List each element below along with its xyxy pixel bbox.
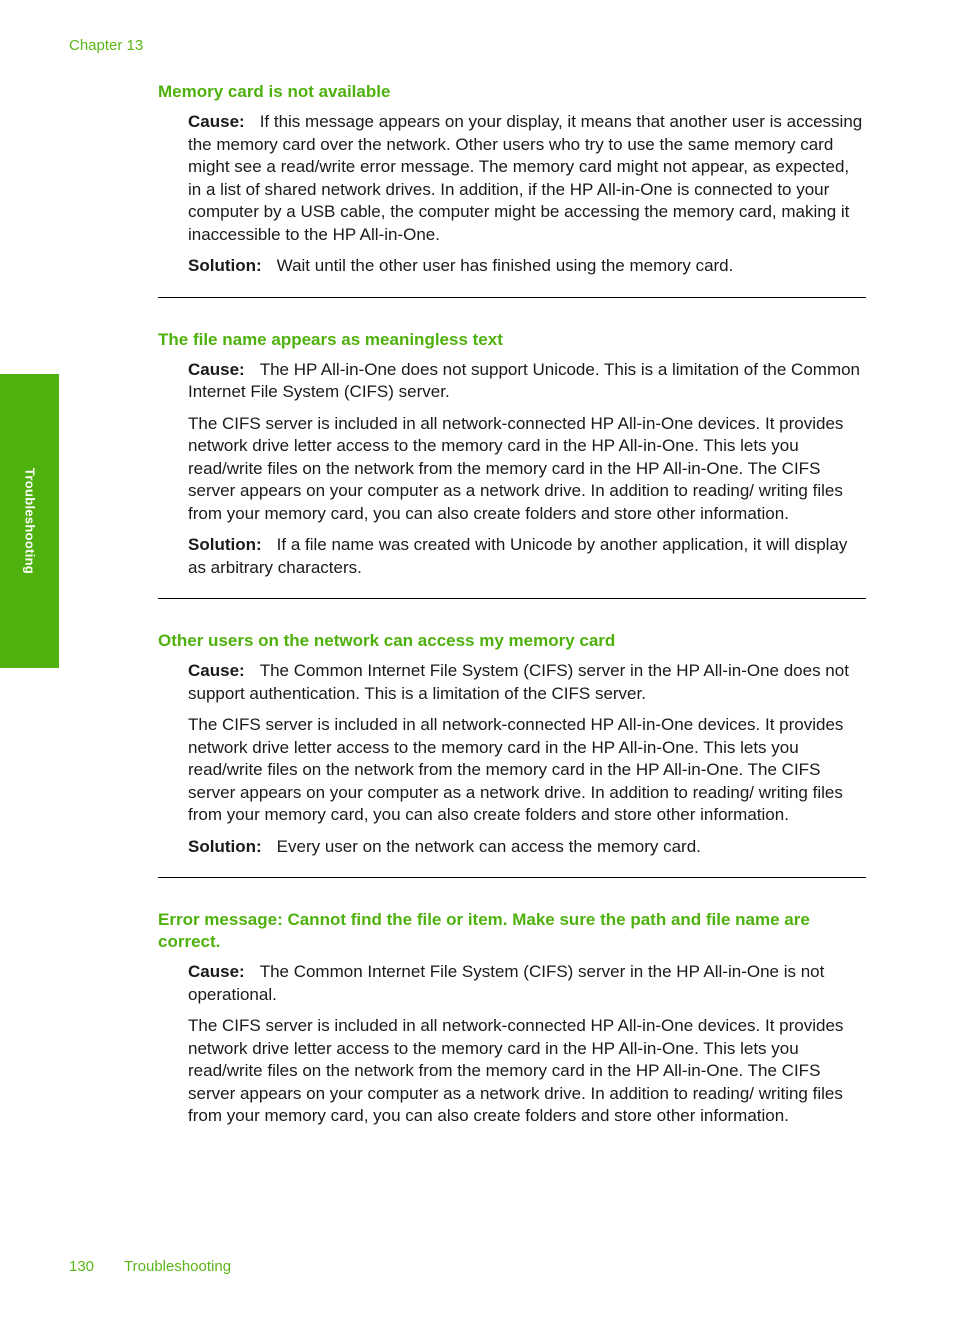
section-divider — [158, 877, 866, 878]
solution-paragraph — [188, 836, 866, 859]
cause-text: The Common Internet File System (CIFS) server in the HP All-in-One is not operational. — [188, 962, 825, 1004]
chapter-header: Chapter 13 — [69, 37, 144, 54]
solution-text: Every user on the network can access the memory card. — [276, 836, 701, 856]
cause-text: If this message appears on your display, it means that another user is accessing the memory card over the network. Other users who try to use the same memory card might see a read/write error message. The memory card might not appear, as expected, in a list of shared network drives. In addition, if the HP All-in-One is connected to your computer by a USB cable, the computer might be accessing the memory card, making it inaccessible to the HP All-in-One. — [188, 112, 863, 244]
page-number: 130 — [69, 1258, 95, 1275]
section-title: Memory card is not available — [158, 82, 391, 101]
page-content — [158, 81, 866, 1137]
side-tab-label: Troubleshooting — [22, 467, 37, 575]
solution-paragraph — [188, 255, 866, 278]
footer-section-label: Troubleshooting — [124, 1258, 232, 1275]
section-divider — [158, 598, 866, 599]
section-divider — [158, 297, 866, 298]
cause-label: Cause: — [188, 359, 245, 379]
section-error-cannot-find-file — [158, 909, 866, 1128]
section-file-name-meaningless — [158, 329, 866, 580]
body-paragraph: The CIFS server is included in all network-connected HP All-in-One devices. It provides network drive letter access to the memory card in the HP All-in-One. This lets you read/write files on the network from the memory card in the HP All-in-One. The CIFS server appears on your computer as a network drive. In addition to reading/ writing files from your memory card, you can also create folders and store other information. — [188, 715, 844, 824]
solution-label: Solution: — [188, 836, 262, 856]
cause-paragraph — [188, 961, 866, 1006]
cause-paragraph — [188, 111, 866, 246]
cause-text: The Common Internet File System (CIFS) server in the HP All-in-One does not support authentication. This is a limitation of the CIFS server. — [188, 661, 849, 703]
solution-paragraph — [188, 534, 866, 579]
solution-text: Wait until the other user has finished using the memory card. — [276, 256, 734, 275]
cause-text: The HP All-in-One does not support Unicode. This is a limitation of the Common Internet File System (CIFS) server. — [188, 359, 861, 401]
page-footer — [69, 1258, 231, 1275]
side-tab — [0, 374, 59, 668]
body-paragraph: The CIFS server is included in all network-connected HP All-in-One devices. It provides network drive letter access to the memory card in the HP All-in-One. This lets you read/write files on the network from the memory card in the HP All-in-One. The CIFS server appears on your computer as a network drive. In addition to reading/ writing files from your memory card, you can also create folders and store other information. — [188, 1016, 844, 1125]
section-memory-card-not-available — [158, 81, 866, 278]
cause-label: Cause: — [188, 112, 245, 131]
cause-label: Cause: — [188, 661, 245, 680]
cause-label: Cause: — [188, 962, 245, 981]
cause-paragraph — [188, 359, 866, 404]
section-title: Error message: Cannot find the file or item. Make sure the path and file name are correct. — [158, 910, 810, 951]
body-paragraph: The CIFS server is included in all network-connected HP All-in-One devices. It provides network drive letter access to the memory card in the HP All-in-One. This lets you read/write files on the network from the memory card in the HP All-in-One. The CIFS server appears on your computer as a network drive. In addition to reading/ writing files from your memory card, you can also create folders and store other information. — [188, 413, 844, 523]
solution-text: If a file name was created with Unicode by another application, it will display as arbitrary characters. — [188, 535, 848, 577]
cause-paragraph — [188, 660, 866, 705]
section-title: Other users on the network can access my memory card — [158, 631, 616, 650]
solution-label: Solution: — [188, 535, 262, 554]
section-other-users-access — [158, 630, 866, 858]
solution-label: Solution: — [188, 256, 262, 275]
section-title: The file name appears as meaningless text — [158, 329, 503, 349]
